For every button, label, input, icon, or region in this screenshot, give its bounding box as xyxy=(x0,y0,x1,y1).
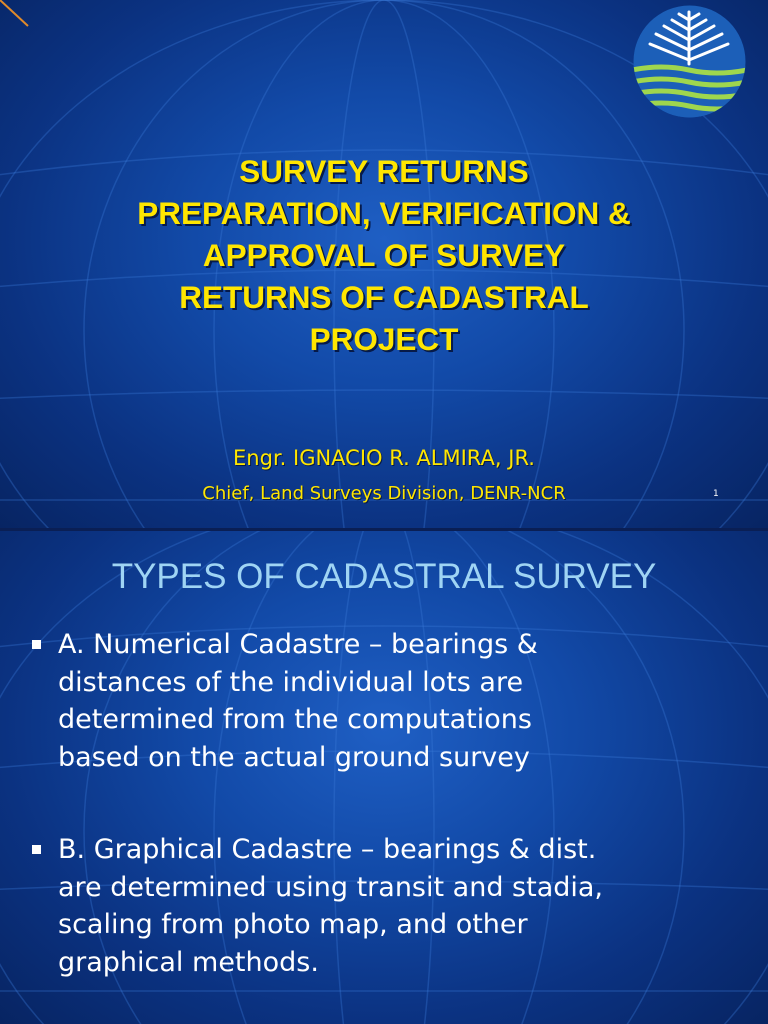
denr-logo-icon xyxy=(632,4,747,119)
square-bullet-icon xyxy=(32,845,41,854)
page-number: 1 xyxy=(713,489,719,499)
slide-title xyxy=(0,150,768,360)
bullet-line: distances of the individual lots are xyxy=(58,666,524,698)
corner-line-decoration xyxy=(0,0,40,40)
bullet-line: based on the actual ground survey xyxy=(58,741,530,773)
bullet-line: are determined using transit and stadia, xyxy=(58,871,604,903)
bullet-line: scaling from photo map, and other xyxy=(58,909,528,940)
title-line: SURVEY RETURNS xyxy=(239,153,529,189)
bullet-line: determined from the computations xyxy=(58,704,532,735)
bullet-text xyxy=(58,626,748,776)
slide-title: TYPES OF CADASTRAL SURVEY xyxy=(111,557,657,596)
slide-2 xyxy=(0,531,768,1024)
square-bullet-icon xyxy=(32,640,41,649)
author-title: Chief, Land Surveys Division, DENR-NCR xyxy=(202,483,566,504)
title-line: APPROVAL OF SURVEY xyxy=(202,237,566,273)
title-line: PREPARATION, VERIFICATION & xyxy=(137,195,631,231)
title-line: PROJECT xyxy=(309,321,459,357)
title-line: RETURNS OF CADASTRAL xyxy=(179,279,589,315)
bullet-line: B. Graphical Cadastre – bearings & dist. xyxy=(58,834,597,865)
bullet-line: graphical methods. xyxy=(58,946,319,978)
author-name: Engr. IGNACIO R. ALMIRA, JR. xyxy=(233,446,535,470)
bullet-text xyxy=(58,831,748,981)
bullet-line: A. Numerical Cadastre – bearings & xyxy=(58,629,538,660)
